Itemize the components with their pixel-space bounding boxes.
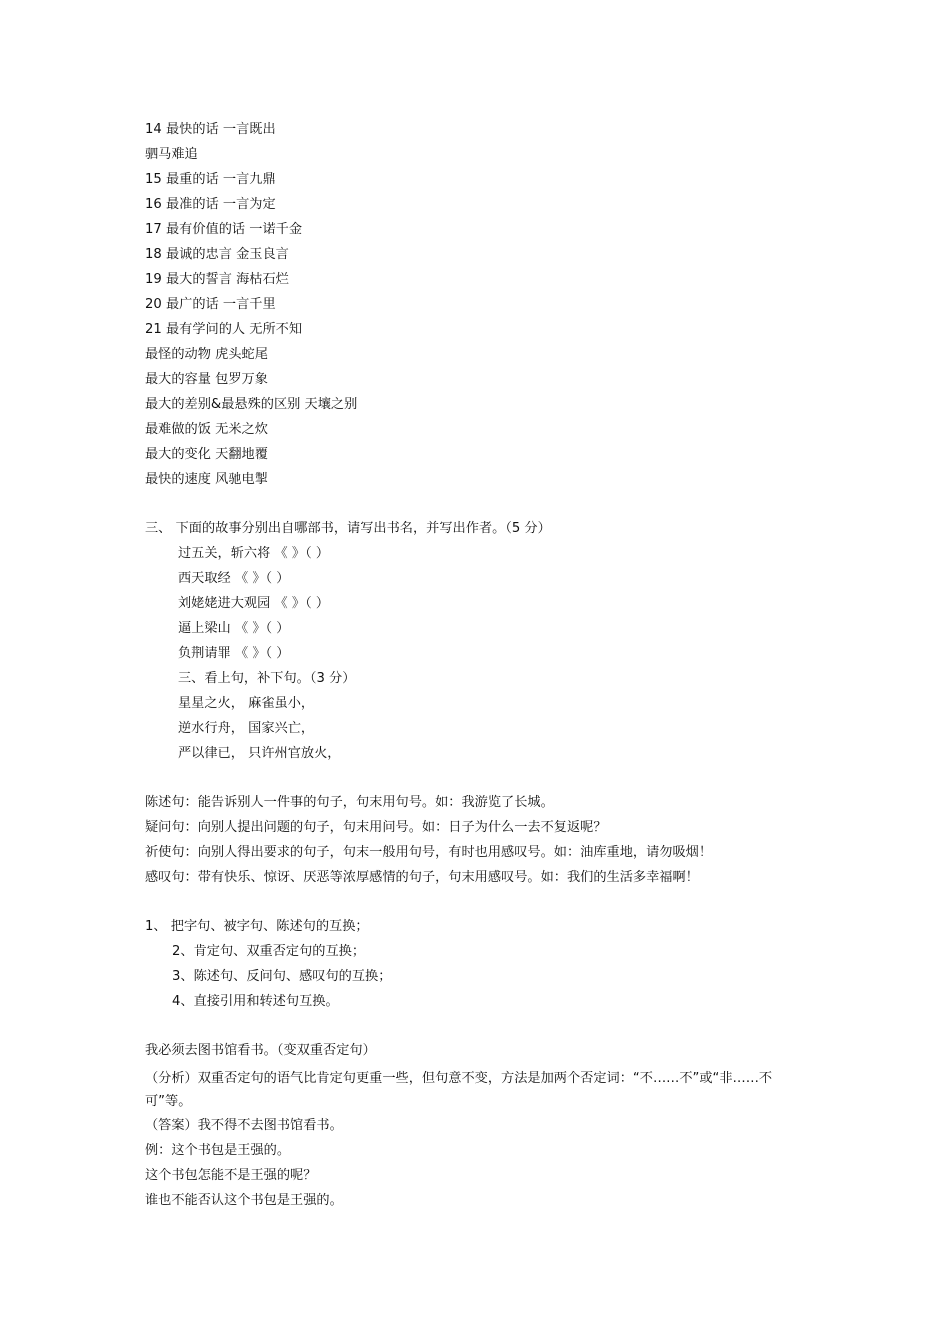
idiom-line: 17 最有价值的话 一诺千金 [145,222,303,237]
idiom-line: 19 最大的誓言 海枯石烂 [145,272,289,287]
phrase-pair: 严以律已， 只许州官放火， [178,746,341,761]
idiom-line: 16 最准的话 一言为定 [145,197,276,212]
idiom-line: 最快的速度 风驰电掣 [145,472,268,487]
numbered-item: 3、陈述句、反问句、感叹句的互换； [172,969,392,984]
numbered-item: 4、直接引用和转述句互换。 [172,994,339,1009]
sentence-type-line: 祈使句：向别人得出要求的句子，句末一般用句号，有时也用感叹号。如：油库重地，请勿吸烟！ [145,845,713,860]
idiom-line: 21 最有学问的人 无所不知 [145,322,303,337]
example-variant: 谁也不能否认这个书包是王强的。 [145,1193,343,1208]
sub-heading: 三、看上句，补下句。（3 分） [178,671,356,686]
numbered-item: 2、肯定句、双重否定句的互换； [172,944,366,959]
story-item: 逼上梁山 《 》（ ） [178,621,290,636]
idiom-line: 15 最重的话 一言九鼎 [145,172,276,187]
analysis-text: （分析）双重否定句的语气比肯定句更重一些，但句意不变，方法是加两个否定词：“不……不”或“非……不可”等。 [145,1071,773,1109]
idiom-line: 20 最广的话 一言千里 [145,297,276,312]
idiom-line: 驷马难追 [145,147,198,162]
story-item: 西天取经 《 》（ ） [178,571,290,586]
sentence-type-line: 疑问句：向别人提出问题的句子，句末用问号。如：日子为什么一去不复返呢？ [145,820,607,835]
sentence-type-line: 感叹句：带有快乐、惊讶、厌恶等浓厚感情的句子，句末用感叹号。如：我们的生活多幸福啊！ [145,870,699,885]
idiom-line: 最大的差别&最悬殊的区别 天壤之别 [145,397,358,412]
phrase-pair: 逆水行舟， 国家兴亡， [178,721,315,736]
idiom-line: 最怪的动物 虎头蛇尾 [145,347,268,362]
exercise-prompt: 我必须去图书馆看书。（变双重否定句） [145,1043,376,1058]
story-item: 负荆请罪 《 》（ ） [178,646,290,661]
answer-text: （答案）我不得不去图书馆看书。 [145,1118,343,1133]
idiom-line: 最难做的饭 无米之炊 [145,422,268,437]
idiom-line: 14 最快的话 一言既出 [145,122,276,137]
numbered-item: 1、 把字句、被字句、陈述句的互换； [145,919,369,934]
idiom-line: 最大的容量 包罗万象 [145,372,268,387]
phrase-pair: 星星之火， 麻雀虽小， [178,696,315,711]
sentence-type-line: 陈述句：能告诉别人一件事的句子，句末用句号。如：我游览了长城。 [145,795,554,810]
section-heading: 三、 下面的故事分别出自哪部书，请写出书名，并写出作者。（5 分） [145,521,551,536]
example-text: 例：这个书包是王强的。 [145,1143,291,1158]
example-variant: 这个书包怎能不是王强的呢？ [145,1168,317,1183]
idiom-line: 18 最诚的忠言 金玉良言 [145,247,289,262]
story-item: 刘姥姥进大观园 《 》（ ） [178,596,330,611]
story-item: 过五关，斩六将 《 》（ ） [178,546,330,561]
idiom-line: 最大的变化 天翻地覆 [145,447,268,462]
